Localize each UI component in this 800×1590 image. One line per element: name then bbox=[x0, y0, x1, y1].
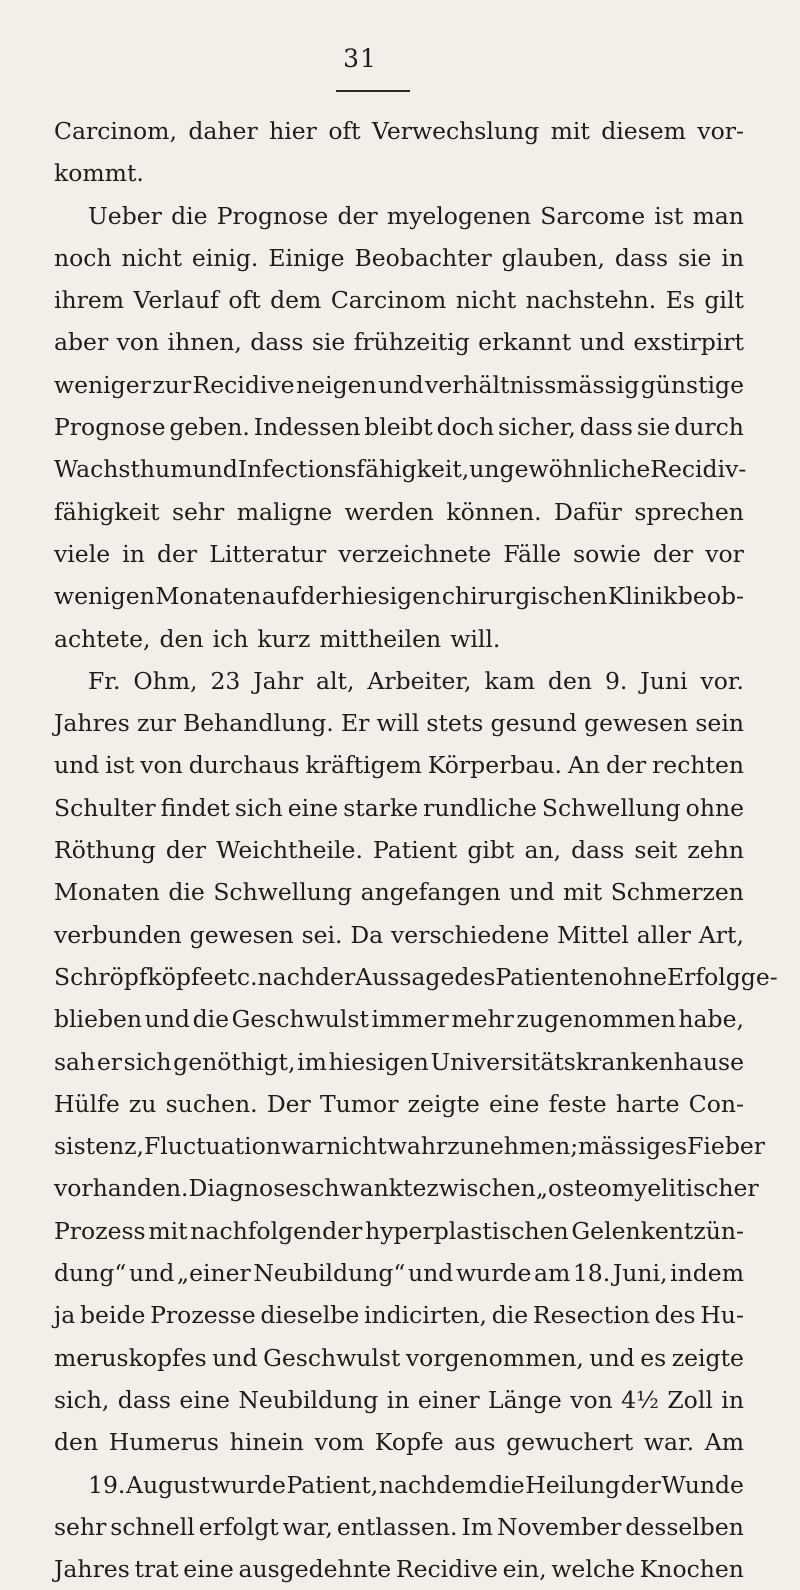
text-line: den Humerus hinein vom Kopfe aus gewuchert war. Am bbox=[54, 1428, 744, 1457]
text-line: sich, dass eine Neubildung in einer Länge von 4½ Zoll in bbox=[54, 1385, 744, 1414]
text-line: sah er sich genöthigt, im hiesigen Universitätskrankenhause bbox=[54, 1047, 744, 1076]
text-line: kommt. bbox=[54, 159, 144, 188]
page-header bbox=[0, 44, 800, 104]
text-line: Röthung der Weichtheile. Patient gibt an, dass seit zehn bbox=[54, 836, 744, 865]
text-line: Jahres zur Behandlung. Er will stets gesund gewesen sein bbox=[54, 709, 744, 738]
text-line: Schröpfköpfe etc. nach der Aussage des Patienten ohne Erfolg ge- bbox=[54, 962, 778, 991]
text-line: fähigkeit sehr maligne werden können. Dafür sprechen bbox=[54, 497, 744, 526]
body-text bbox=[54, 110, 778, 1590]
text-line: sistenz, Fluctuation war nicht wahrzunehmen; mässiges Fieber bbox=[54, 1132, 766, 1161]
text-line: dung“ und „einer Neubildung“ und wurde am 18. Juni, indem bbox=[54, 1259, 744, 1288]
text-line: viele in der Litteratur verzeichnete Fälle sowie der vor bbox=[54, 539, 744, 568]
text-line: Schulter findet sich eine starke rundliche Schwellung ohne bbox=[54, 793, 744, 822]
text-line: meruskopfes und Geschwulst vorgenommen, und es zeigte bbox=[54, 1343, 744, 1372]
text-line: Monaten die Schwellung angefangen und mit Schmerzen bbox=[54, 878, 744, 907]
text-line: Prozess mit nachfolgender hyperplastischen Gelenkentzün- bbox=[54, 1216, 744, 1245]
text-line: sehr schnell erfolgt war, entlassen. Im November desselben bbox=[54, 1512, 744, 1541]
text-line: wenigen Monaten auf der hiesigen chirurgischen Klinik beob- bbox=[54, 582, 744, 611]
text-line: vorhanden. Diagnose schwankte zwischen „osteomyelitischer bbox=[54, 1174, 759, 1203]
text-line: verbunden gewesen sei. Da verschiedene Mittel aller Art, bbox=[54, 920, 744, 949]
text-line: Hülfe zu suchen. Der Tumor zeigte eine feste harte Con- bbox=[54, 1089, 744, 1118]
text-line: noch nicht einig. Einige Beobachter glauben, dass sie in bbox=[54, 243, 744, 272]
header-rule bbox=[336, 90, 410, 92]
text-line: weniger zur Recidive neigen und verhältnissmässig günstige bbox=[54, 370, 744, 399]
text-line: Jahres trat eine ausgedehnte Recidive ein, welche Knochen bbox=[54, 1555, 744, 1584]
text-line: achtete, den ich kurz mittheilen will. bbox=[54, 624, 501, 653]
text-line: Ueber die Prognose der myelogenen Sarcome ist man bbox=[88, 201, 744, 230]
text-line: und ist von durchaus kräftigem Körperbau. An der rechten bbox=[54, 751, 744, 780]
text-line: Carcinom, daher hier oft Verwechslung mit diesem vor- bbox=[54, 117, 744, 145]
text-line: aber von ihnen, dass sie frühzeitig erkannt und exstirpirt bbox=[54, 328, 744, 357]
text-line: 19. August wurde Patient, nachdem die Heilung der Wunde bbox=[88, 1470, 744, 1499]
text-line: ihrem Verlauf oft dem Carcinom nicht nachstehn. Es gilt bbox=[54, 286, 744, 315]
text-line: blieben und die Geschwulst immer mehr zugenommen habe, bbox=[54, 1005, 744, 1034]
text-line: Fr. Ohm, 23 Jahr alt, Arbeiter, kam den 9. Juni vor. bbox=[88, 666, 744, 695]
text-line: Prognose geben. Indessen bleibt doch sicher, dass sie durch bbox=[54, 413, 744, 442]
text-line: ja beide Prozesse dieselbe indicirten, die Resection des Hu- bbox=[54, 1301, 744, 1330]
text-line: Wachsthum und Infectionsfähigkeit, ungewöhnliche Recidiv- bbox=[54, 455, 747, 484]
page-number: 31 bbox=[343, 44, 377, 73]
